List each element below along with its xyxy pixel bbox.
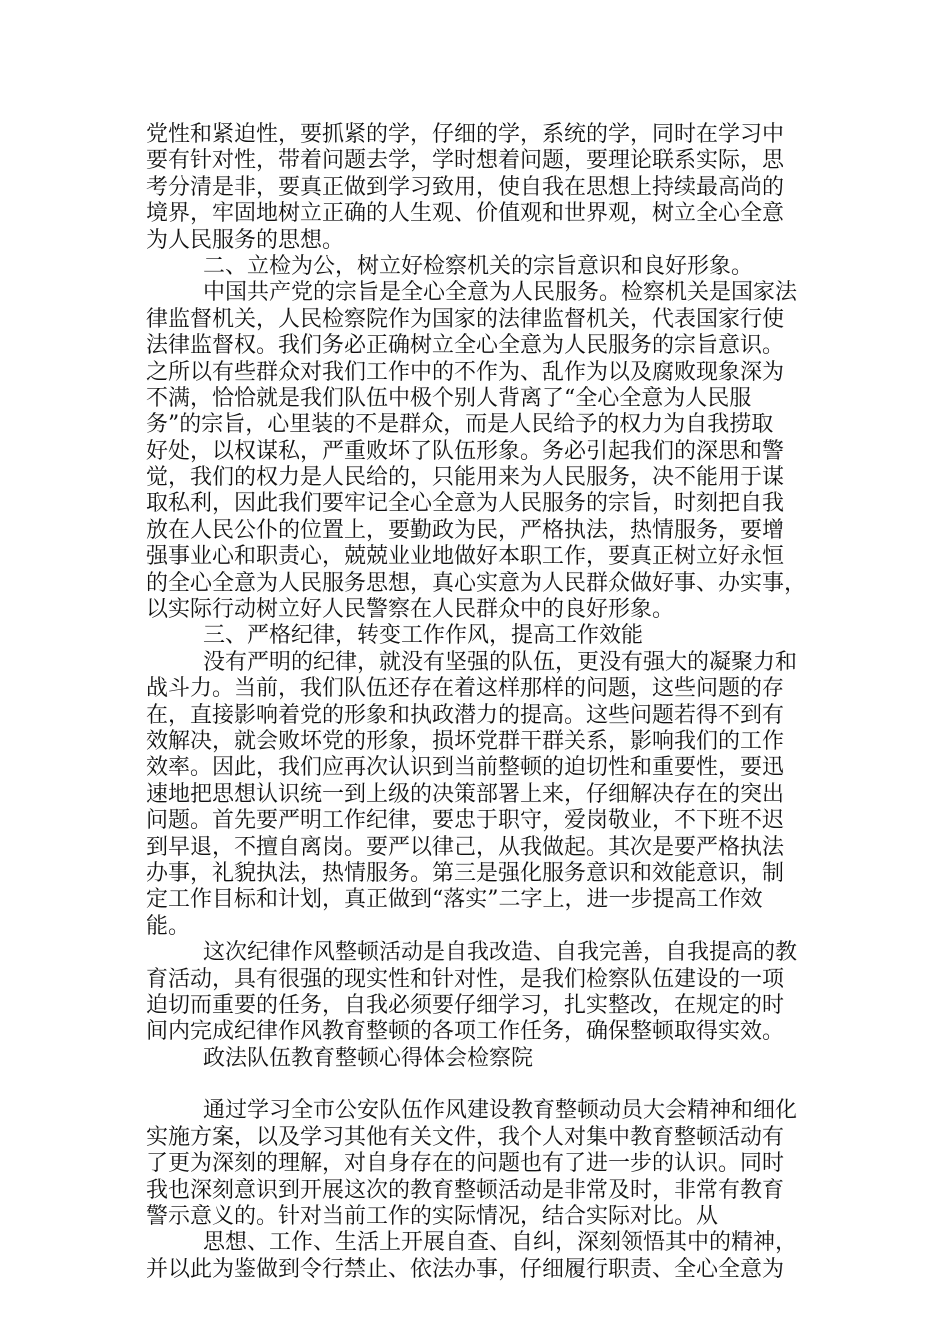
text-line: 强事业心和职责心，兢兢业业地做好本职工作，要真正树立好永恒 [146,544,785,570]
text-line: 问题。首先要严明工作纪律，要忠于职守，爱岗敬业，不下班不迟 [146,808,785,834]
text-line: 效解决，就会败坏党的形象，损坏党群干群关系，影响我们的工作 [146,728,785,754]
text-line: 为人民服务的思想。 [146,227,345,253]
text-line: 律监督机关，人民检察院作为国家的法律监督机关，代表国家行使 [146,306,785,332]
text-line: 思想、工作、生活上开展自查、自纠，深刻领悟其中的精神， [203,1230,798,1256]
text-line: 能。 [146,913,191,939]
text-line: 法律监督权。我们务必正确树立全心全意为人民服务的宗旨意识。 [146,333,785,359]
document-body [146,122,810,1283]
text-line: 考分清是非，要真正做到学习致用，使自我在思想上持续最高尚的 [146,174,785,200]
text-line: 我也深刻意识到开展这次的教育整顿活动是非常及时，非常有教育 [146,1177,785,1203]
text-line: 务”的宗旨，心里装的不是群众，而是人民给予的权力为自我捞取 [146,412,774,438]
text-line: 了更为深刻的理解，对自身存在的问题也有了进一步的认识。同时 [146,1151,785,1177]
document-title: 政法队伍教育整顿心得体会检察院 [203,1045,534,1071]
text-line: 这次纪律作风整顿活动是自我改造、自我完善，自我提高的教 [203,940,798,966]
text-line: 以实际行动树立好人民警察在人民群众中的良好形象。 [146,597,675,623]
text-line: 警示意义的。针对当前工作的实际情况，结合实际对比。从 [146,1204,719,1230]
text-line: 实施方案，以及学习其他有关文件，我个人对集中教育整顿活动有 [146,1124,785,1150]
text-line: 育活动，具有很强的现实性和针对性，是我们检察队伍建设的一项 [146,966,785,992]
text-line: 觉，我们的权力是人民给的，只能用来为人民服务，决不能用于谋 [146,465,785,491]
text-line: 放在人民公仆的位置上，要勤政为民，严格执法，热情服务，要增 [146,517,785,543]
text-line: 党性和紧迫性，要抓紧的学，仔细的学，系统的学，同时在学习中 [146,122,785,147]
section-heading-3: 三、严格纪律，转变工作作风，提高工作效能 [203,623,644,649]
text-line: 迫切而重要的任务，自我必须要仔细学习，扎实整改，在规定的时 [146,992,785,1018]
text-line: 并以此为鉴做到令行禁止、依法办事，仔细履行职责、全心全意为 [146,1256,785,1282]
blank-line [146,1072,810,1098]
section-heading-2: 二、立检为公，树立好检察机关的宗旨意识和良好形象。 [203,253,754,279]
text-line: 在，直接影响着党的形象和执政潜力的提高。这些问题若得不到有 [146,702,785,728]
text-line: 定工作目标和计划，真正做到“落实”二字上，进一步提高工作效 [146,887,763,913]
text-line: 好处，以权谋私，严重败坏了队伍形象。务必引起我们的深思和警 [146,438,785,464]
text-line: 战斗力。当前，我们队伍还存在着这样那样的问题，这些问题的存 [146,676,785,702]
text-line: 办事，礼貌执法，热情服务。第三是强化服务意识和效能意识，制 [146,860,785,886]
text-line: 的全心全意为人民服务思想，真心实意为人民群众做好事、办实事， [146,570,807,596]
text-line: 中国共产党的宗旨是全心全意为人民服务。检察机关是国家法 [203,280,798,306]
text-line: 速地把思想认识统一到上级的决策部署上来，仔细解决存在的突出 [146,781,785,807]
text-line: 没有严明的纪律，就没有坚强的队伍，更没有强大的凝聚力和 [203,649,798,675]
text-line: 不满，恰恰就是我们队伍中极个别人背离了“全心全意为人民服 [146,385,752,411]
text-line: 要有针对性，带着问题去学，学时想着问题，要理论联系实际，思 [146,148,785,174]
text-line: 到早退，不擅自离岗。要严以律己，从我做起。其次是要严格执法 [146,834,785,860]
text-line: 境界，牢固地树立正确的人生观、价值观和世界观，树立全心全意 [146,201,785,227]
text-line: 效率。因此，我们应再次认识到当前整顿的迫切性和重要性，要迅 [146,755,785,781]
text-line: 取私利，因此我们要牢记全心全意为人民服务的宗旨，时刻把自我 [146,491,785,517]
text-line: 之所以有些群众对我们工作中的不作为、乱作为以及腐败现象深为 [146,359,785,385]
text-line: 通过学习全市公安队伍作风建设教育整顿动员大会精神和细化 [203,1098,798,1124]
text-line: 间内完成纪律作风教育整顿的各项工作任务，确保整顿取得实效。 [146,1019,785,1045]
